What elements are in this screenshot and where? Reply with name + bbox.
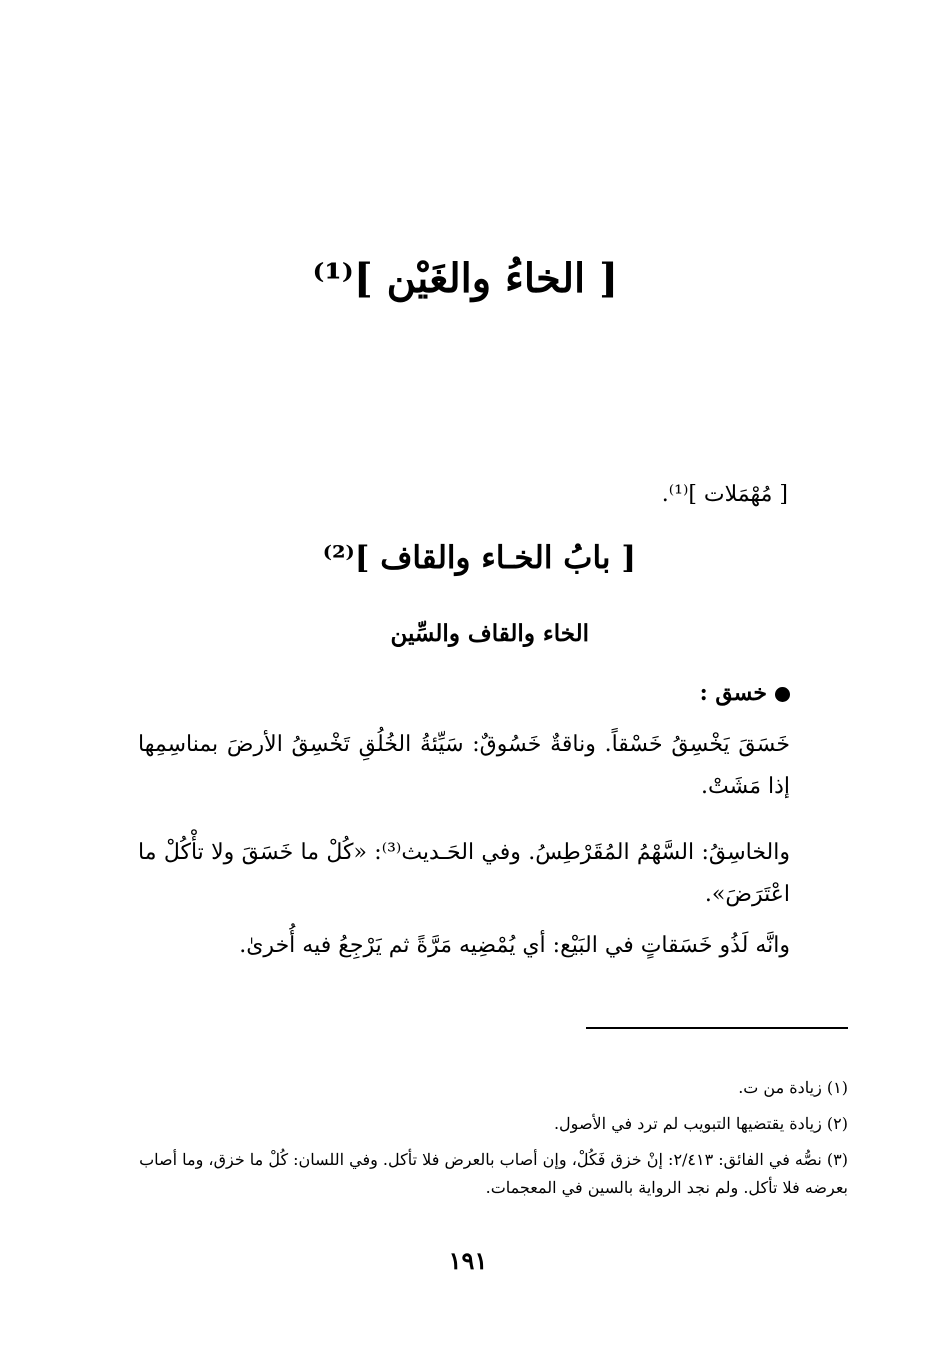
footnote-2: (٢) زيادة يقتضيها التبويب لم ترد في الأصول.	[553, 1114, 848, 1133]
footnote-3: (٣) نصُّه في الفائق: ٢/٤١٣: إنْ خزق فَكُلْ، وإن أصاب بالعرض فلا تأكل. وفي اللسان: كُلْ ما خزق، وما أصاب بعرضه فلا تأكل. ولم نجد الرواية بالسين في المعجمات.	[139, 1150, 848, 1197]
entry-headword	[700, 680, 790, 706]
footnote-divider	[586, 1027, 848, 1029]
section-title: [ بابُ الخـاء والقاف ]⁽²⁾	[322, 540, 636, 576]
bullet-icon	[775, 687, 790, 702]
entry-paragraph-2: والخاسِقُ: السَّهْمُ المُقَرْطِسُ. وفي الحَـديث⁽³⁾: «كُلْ ما خَسَقَ ولا تأْكُلْ ما اعْتَرَضَ».	[138, 840, 790, 907]
subsection-title: الخاء والقاف والسِّين	[390, 620, 589, 647]
entry-paragraph-3: وانَّه لَذُو خَسَقاتٍ في البَيْع: أي يُمْضِيه مَرَّةً ثم يَرْجِعُ فيه أُخرىٰ.	[239, 933, 790, 958]
muhmalat-label: [ مُهْمَلات ]⁽¹⁾.	[661, 482, 788, 507]
footnote-1: (١) زيادة من ت.	[738, 1078, 848, 1097]
chapter-title: [ الخاءُ والغَيْن ]⁽¹⁾	[312, 255, 618, 302]
entry-paragraph-1: خَسَقَ يَخْسِقُ خَسْقاً. وناقةٌ خَسُوقٌ: سَيِّئةُ الخُلُقِ تَخْسِقُ الأرضَ بمناسِمِها إذا مَشَتْ.	[138, 732, 790, 799]
headword-text: خسق :	[699, 680, 767, 706]
page-number: ١٩١	[448, 1246, 488, 1275]
